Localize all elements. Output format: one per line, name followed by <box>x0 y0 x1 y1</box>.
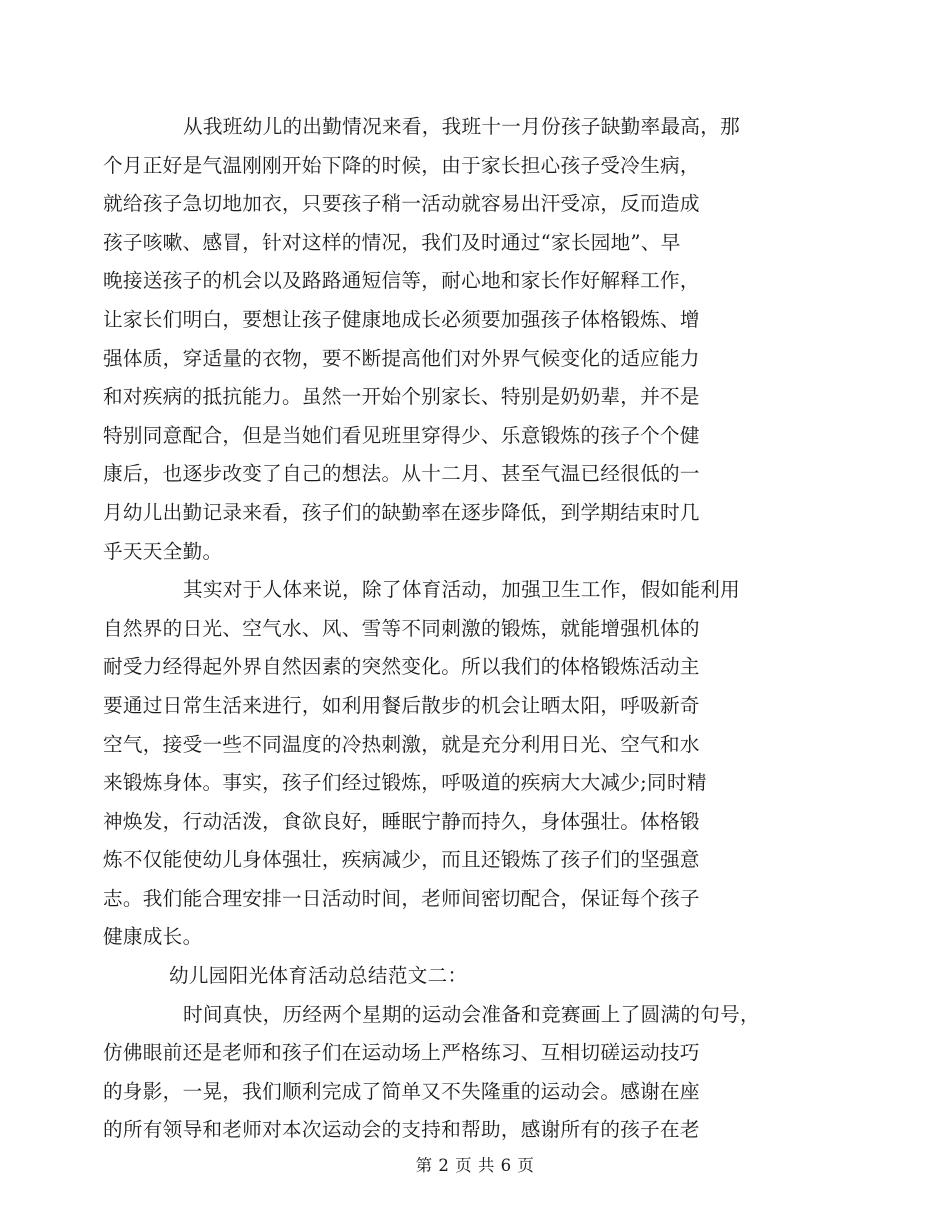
paragraph-exercise <box>103 571 805 957</box>
paragraph-sports-meet <box>103 996 805 1150</box>
text-line: 空气，接受一些不同温度的冷热刺激，就是充分利用日光、空气和水 <box>103 732 700 756</box>
text-line: 让家长们明白，要想让孩子健康地成长必须要加强孩子体格锻炼、增 <box>103 307 700 331</box>
text-line: 康后，也逐步改变了自己的想法。从十二月、甚至气温已经很低的一 <box>103 462 700 486</box>
text-line: 自然界的日光、空气水、风、雪等不同刺激的锻炼，就能增强机体的 <box>103 616 700 640</box>
text-line: 特别同意配合，但是当她们看见班里穿得少、乐意锻炼的孩子个个健 <box>103 423 700 447</box>
text-line: 从我班幼儿的出勤情况来看，我班十一月份孩子缺勤率最高，那 <box>183 115 741 138</box>
document-body <box>103 108 805 1150</box>
text-line: 乎天天全勤。 <box>103 539 223 563</box>
text-line: 月幼儿出勤记录来看，孩子们的缺勤率在逐步降低，到学期结束时几 <box>103 500 700 524</box>
text-line: 的所有领导和老师对本次运动会的支持和帮助，感谢所有的孩子在老 <box>103 1118 700 1142</box>
text-line: 强体质，穿适量的衣物，要不断提高他们对外界气候变化的适应能力 <box>103 346 700 370</box>
text-line: 神焕发，行动活泼，食欲良好，睡眠宁静而持久，身体强壮。体格锻 <box>103 809 700 833</box>
text-line: 的身影，一晃，我们顺利完成了简单又不失隆重的运动会。感谢在座 <box>103 1079 700 1103</box>
text-line: 仿佛眼前还是老师和孩子们在运动场上严格练习、互相切磋运动技巧 <box>103 1041 700 1065</box>
text-line: 时间真快，历经两个星期的运动会准备和竞赛画上了圆满的句号， <box>183 1002 760 1026</box>
text-line: 和对疾病的抵抗能力。虽然一开始个别家长、特别是奶奶辈，并不是 <box>103 385 700 409</box>
heading-text: 幼儿园阳光体育活动总结范文二： <box>169 964 468 988</box>
text-line: 就给孩子急切地加衣，只要孩子稍一活动就容易出汗受凉，反而造成 <box>103 192 700 216</box>
page-footer <box>0 1152 950 1176</box>
text-line: 其实对于人体来说，除了体育活动，加强卫生工作，假如能利用 <box>183 578 741 602</box>
text-line: 要通过日常生活来进行，如利用餐后散步的机会让晒太阳，呼吸新奇 <box>103 693 700 717</box>
paragraph-attendance <box>103 108 805 571</box>
text-line: 个月正好是气温刚刚开始下降的时候，由于家长担心孩子受冷生病， <box>103 153 700 177</box>
text-line: 晚接送孩子的机会以及路路通短信等，耐心地和家长作好解释工作， <box>103 269 700 293</box>
text-line: 来锻炼身体。事实，孩子们经过锻炼，呼吸道的疾病大大减少;同时精 <box>103 771 707 795</box>
text-line: 炼不仅能使幼儿身体强壮，疾病减少，而且还锻炼了孩子们的坚强意 <box>103 848 700 872</box>
page-number: 第 2 页 共 6 页 <box>415 1156 535 1175</box>
section-heading <box>143 957 805 996</box>
text-line: 志。我们能合理安排一日活动时间，老师间密切配合，保证每个孩子 <box>103 886 700 910</box>
text-line: 耐受力经得起外界自然因素的突然变化。所以我们的体格锻炼活动主 <box>103 655 700 679</box>
text-line: 健康成长。 <box>103 925 203 949</box>
text-line: 孩子咳嗽、感冒，针对这样的情况，我们及时通过“家长园地”、早 <box>103 230 681 254</box>
